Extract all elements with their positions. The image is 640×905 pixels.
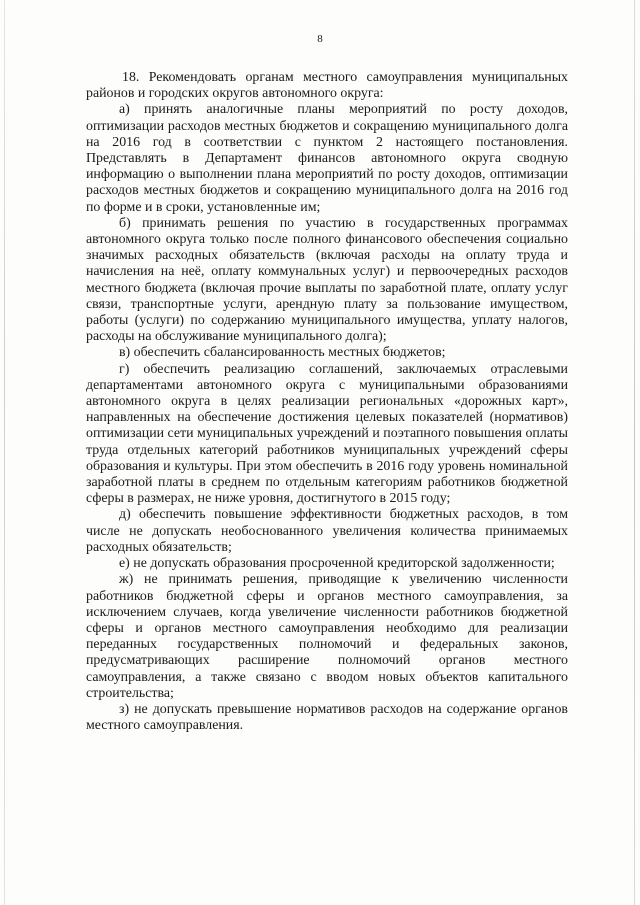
paragraph-subitem-b: б) принимать решения по участию в государственных программах автономного округа только после полного финансового обеспечения социально значимых расходных обязательств (включая расходы на оплату труда и начисления на неё, оплату коммунальных услуг) и первоочередных расходов местного бюджета (включая прочие выплаты по заработной плате, оплату услуг связи, транспортные услуги, арендную плату за пользование имуществом, работы (услуги) по содержанию муниципального имущества, уплату налогов, расходы на обслуживание муниципального долга); xyxy=(86,215,568,345)
paragraph-subitem-zh: ж) не принимать решения, приводящие к увеличению численности работников бюджетной сферы и органов местного самоуправления, за исключением случаев, когда увеличение численности работников бюджетной сферы и органов местного самоуправления необходимо для реализации переданных государственных полномочий и федеральных законов, предусматривающих расширение полномочий органов местного самоуправления, а также связано с вводом новых объектов капитального строительства; xyxy=(86,572,568,701)
paragraph-subitem-d: д) обеспечить повышение эффективности бюджетных расходов, в том числе не допускать необоснованного увеличения количества принимаемых расходных обязательств; xyxy=(86,507,568,555)
scan-edge-right xyxy=(634,0,635,905)
page-number: 8 xyxy=(317,33,323,45)
paragraph-subitem-e: е) не допускать образования просроченной кредиторской задолженности; xyxy=(119,556,555,572)
paragraph-subitem-v: в) обеспечить сбалансированность местных бюджетов; xyxy=(119,345,446,361)
paragraph-subitem-z: з) не допускать превышение нормативов расходов на содержание органов местного самоуправления. xyxy=(86,701,568,734)
body-text xyxy=(86,70,568,734)
paragraph-subitem-a: а) принять аналогичные планы мероприятий по росту доходов, оптимизации расходов местных бюджетов и сокращению муниципального долга на 2016 год в соответствии с пунктом 2 настоящего постановления. Представлять в Департамент финансов автономного округа сводную информацию о выполнении плана мероприятий по росту доходов, оптимизации расходов местных бюджетов и сокращению муниципального долга на 2016 год по форме и в сроки, установленные им; xyxy=(86,102,568,215)
paragraph-subitem-g: г) обеспечить реализацию соглашений, заключаемых отраслевыми департаментами автономного округа с муниципальными образованиями автономного округа в целях реализации региональных «дорожных карт», направленных на обеспечение достижения целевых показателей (нормативов) оптимизации сети муниципальных учреждений и поэтапного повышения оплаты труда отдельных категорий работников муниципальных учреждений сферы образования и культуры. При этом обеспечить в 2016 году уровень номинальной заработной платы в среднем по отдельным категориям работников бюджетной сферы в размерах, не ниже уровня, достигнутого в 2015 году; xyxy=(86,361,568,507)
scan-edge-left xyxy=(4,0,5,905)
paragraph-item-18: 18. Рекомендовать органам местного самоуправления муниципальных районов и городских округов автономного округа: xyxy=(86,70,568,102)
